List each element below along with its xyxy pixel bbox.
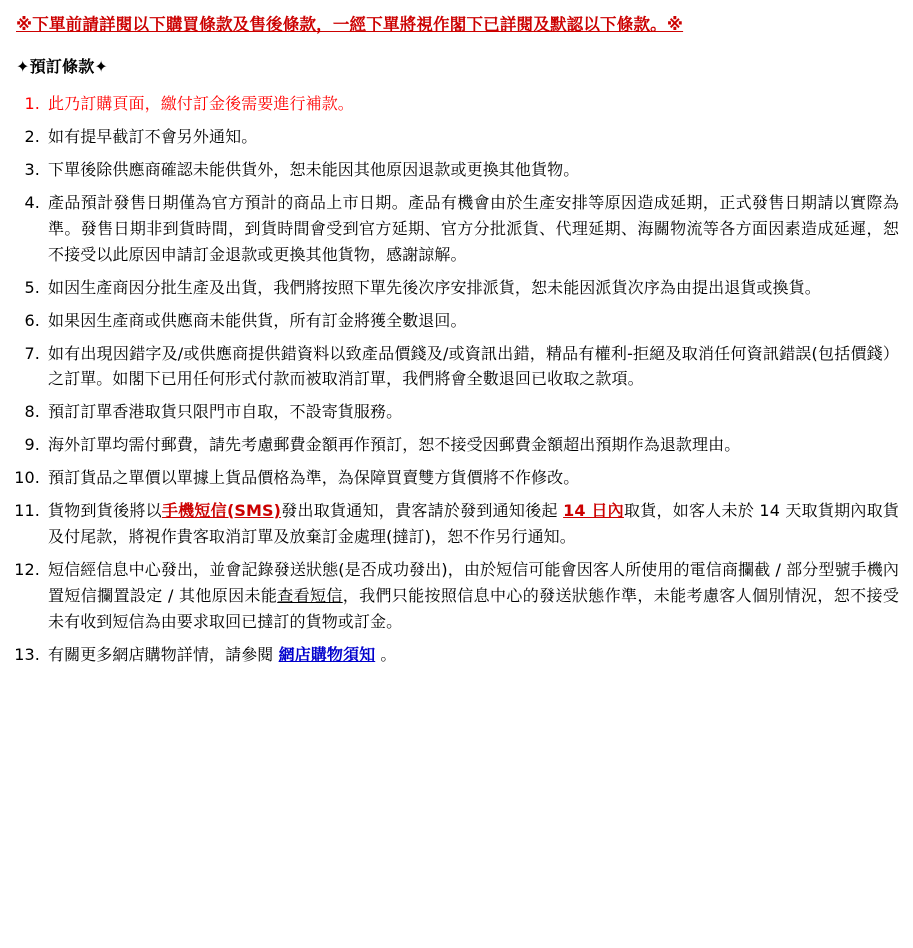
terms-item-number: 6. — [24, 310, 40, 330]
text-run: 取貨，如客人未於 14 天取貨期內取貨及付尾款，將視作貴客取消訂單及放棄訂金處理(撻訂)，恕不作另行通知。 — [48, 501, 900, 546]
terms-item-text — [48, 560, 899, 631]
terms-list — [14, 91, 899, 667]
text-run: 發出取貨通知，貴客請於發到通知後起 — [281, 501, 564, 521]
text-run: ，我們只能按照信息中心的發送狀態作準，未能考慮客人個別情況，恕不接受未有收到短信為由要求取回已撻訂的貨物或訂金。 — [48, 585, 899, 631]
terms-item-number: 12. — [14, 559, 40, 579]
terms-item-number: 10. — [14, 468, 40, 488]
terms-item-number: 8. — [24, 402, 40, 422]
terms-item-number: 1. — [24, 94, 40, 114]
terms-item-text: 如果因生產商或供應商未能供貨，所有訂金將獲全數退回。 — [48, 310, 467, 330]
terms-list-item — [14, 642, 899, 668]
terms-item-text — [48, 645, 397, 664]
notice-headline: ※下單前請詳閱以下購買條款及售後條款，一經下單將視作閣下已詳閱及默認以下條款。※ — [16, 15, 684, 34]
terms-item-text: 預訂訂單香港取貨只限門市自取，不設寄貨服務。 — [48, 402, 403, 422]
terms-item-number: 3. — [24, 160, 40, 180]
terms-item-text: 此乃訂購頁面，繳付訂金後需要進行補款。 — [48, 94, 354, 114]
terms-list-item — [14, 432, 899, 458]
terms-item-text: 海外訂單均需付郵費，請先考慮郵費金額再作預訂，恕不接受因郵費金額超出預期作為退款理由。 — [48, 435, 741, 455]
terms-list-item — [14, 157, 899, 183]
emphasis-underline: 查看短信 — [277, 585, 343, 605]
terms-list-item — [14, 190, 899, 268]
shop-guide-link[interactable]: 網店購物須知 — [278, 644, 376, 664]
text-run: 有關更多網店購物詳情，請參閱 — [48, 644, 279, 664]
text-run: 短信經信息中心發出，並會記錄發送狀態(是否成功發出)，由於短信可能會因客人所使用的電信商攔截 / 部分型號手機內置短信攔置設定 / 其他原因未能 — [48, 559, 899, 605]
terms-list-item — [14, 91, 899, 117]
emphasis-red: 14 日內 — [563, 501, 624, 521]
terms-item-text: 產品預計發售日期僅為官方預計的商品上市日期。產品有機會由於生產安排等原因造成延期，正式發售日期請以實際為準。發售日期非到貨時間，到貨時間會受到官方延期、官方分批派貨、代理延期、海關物流等各方面因素造成延遲，恕不接受以此原因申請訂金退款或更換其他貨物，感謝諒解。 — [48, 192, 899, 264]
terms-item-text: 如因生產商因分批生產及出貨，我們將按照下單先後次序安排派貨，恕未能因派貨次序為由提出退貨或換貨。 — [48, 277, 821, 297]
text-run: 貨物到貨後將以 — [48, 501, 162, 521]
terms-item-number: 9. — [24, 435, 40, 455]
terms-list-item — [14, 341, 899, 393]
terms-item-text — [48, 501, 899, 546]
terms-item-text: 預訂貨品之單價以單據上貨品價格為準，為保障買賣雙方貨價將不作修改。 — [48, 468, 580, 488]
terms-list-item — [14, 557, 899, 635]
terms-list-item — [14, 275, 899, 301]
terms-item-number: 11. — [14, 501, 40, 521]
terms-list-item — [14, 124, 899, 150]
terms-item-number: 13. — [14, 644, 40, 664]
terms-list-item — [14, 465, 899, 491]
section-title-preorder-terms: ✦預訂條款✦ — [16, 57, 109, 77]
terms-item-text: 如有出現因錯字及/或供應商提供錯資料以致產品價錢及/或資訊出錯，精品有權利-拒絕及取消任何資訊錯誤(包括價錢）之訂單。如閣下已用任何形式付款而被取消訂單，我們將會全數退回已收取之款項。 — [48, 343, 899, 389]
terms-item-text: 如有提早截訂不會另外通知。 — [48, 127, 258, 147]
terms-item-number: 7. — [24, 343, 40, 363]
terms-item-number: 4. — [24, 192, 40, 212]
terms-item-number: 5. — [24, 277, 40, 297]
terms-list-item — [14, 308, 899, 334]
text-run: 。 — [375, 644, 397, 664]
terms-item-text: 下單後除供應商確認未能供貨外，恕未能因其他原因退款或更換其他貨物。 — [48, 160, 580, 180]
emphasis-red: 手機短信(SMS) — [161, 501, 282, 521]
terms-list-item — [14, 399, 899, 425]
terms-list-item — [14, 498, 899, 550]
terms-item-number: 2. — [24, 127, 40, 147]
